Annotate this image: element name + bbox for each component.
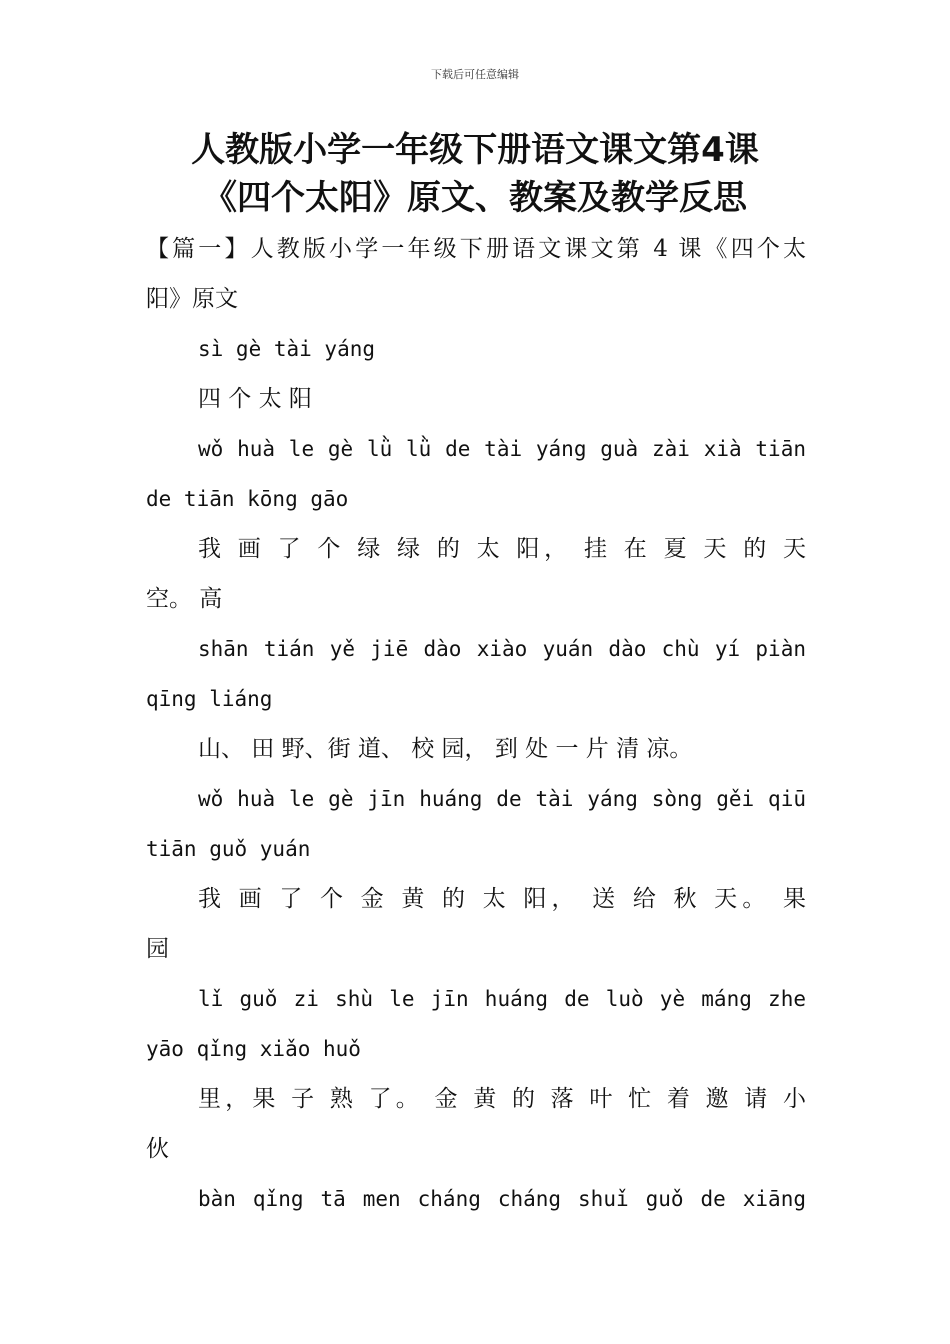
chinese-line: 山、 田 野、街 道、 校 园， 到 处 一 片 清 凉。 xyxy=(198,736,693,762)
pinyin-line: wǒ huà le gè lǜ lǜ de tài yáng guà zài xià tiān xyxy=(198,437,806,461)
pinyin-line: yāo qǐng xiǎo huǒ xyxy=(146,1037,361,1061)
pinyin-title: sì gè tài yáng xyxy=(198,337,376,361)
chinese-line: 我 画 了 个 绿 绿 的 太 阳， 挂 在 夏 天 的 天 xyxy=(198,536,806,562)
pinyin-line: wǒ huà le gè jīn huáng de tài yáng sòng gěi qiū xyxy=(198,787,806,811)
document-title-line-1: 人教版小学一年级下册语文课文第4课 xyxy=(191,130,759,170)
header-note: 下载后可任意编辑 xyxy=(431,68,519,81)
chinese-line: 里，果 子 熟 了。 金 黄 的 落 叶 忙 着 邀 请 小 xyxy=(198,1086,806,1112)
section-heading-line-2: 阳》原文 xyxy=(146,286,238,312)
pinyin-line: qīng liáng xyxy=(146,687,273,711)
chinese-line: 伙 xyxy=(146,1136,169,1162)
chinese-line: 我 画 了 个 金 黄 的 太 阳， 送 给 秋 天。 果 xyxy=(198,886,806,912)
section-heading-line-1: 【篇一】人教版小学一年级下册语文课文第 4 课《四个太 xyxy=(146,236,806,262)
chinese-line: 园 xyxy=(146,936,169,962)
pinyin-line: shān tián yě jiē dào xiào yuán dào chù yí piàn xyxy=(198,637,806,661)
pinyin-line: bàn qǐng tā men cháng cháng shuǐ guǒ de xiāng xyxy=(198,1187,806,1211)
pinyin-line: lǐ guǒ zi shù le jīn huáng de luò yè máng zhe xyxy=(198,987,806,1011)
pinyin-line: de tiān kōng gāo xyxy=(146,487,349,511)
pinyin-line: tiān guǒ yuán xyxy=(146,837,311,861)
document-title-line-2: 《四个太阳》原文、教案及教学反思 xyxy=(203,178,747,218)
chinese-title: 四 个 太 阳 xyxy=(198,386,312,412)
chinese-line: 空。 高 xyxy=(146,586,223,612)
